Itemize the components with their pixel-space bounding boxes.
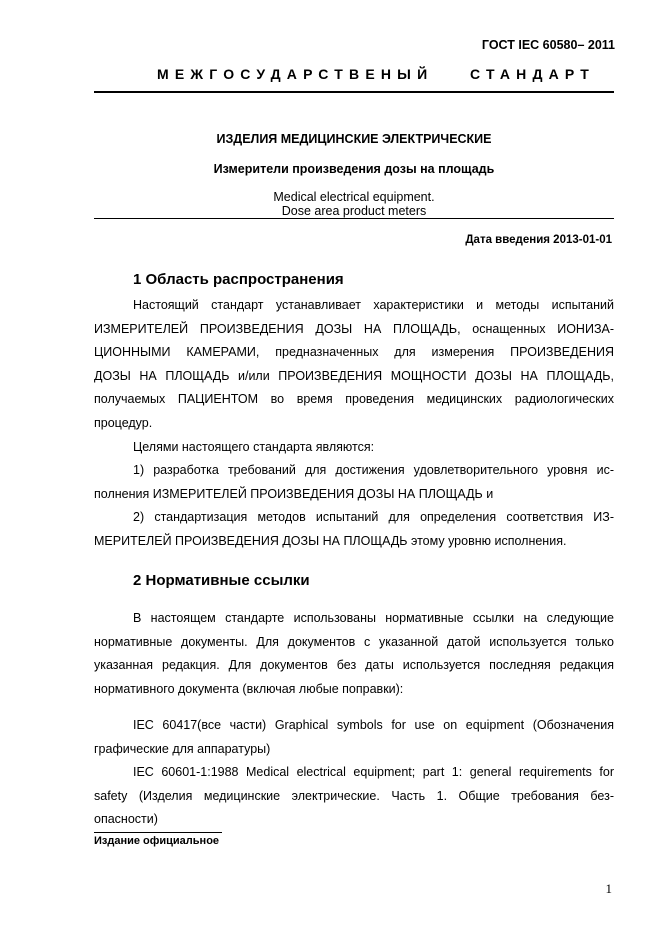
section-heading-references: 2 Нормативные ссылки [133, 572, 310, 589]
english-title-line: Dose area product meters [281, 204, 427, 218]
header-rule [94, 91, 614, 93]
section-body-scope [94, 294, 614, 554]
text-line: safety (Изделия медицинские электрические. Часть 1. Общие требования без- [94, 788, 614, 803]
text-line: ДОЗЫ НА ПЛОЩАДЬ и/или ПРОИЗВЕДЕНИЯ МОЩНОСТИ ДОЗЫ НА ПЛОЩАДЬ, [94, 368, 614, 383]
sub-title: Измерители произведения дозы на площадь [213, 162, 495, 176]
effective-date: Дата введения 2013-01-01 [465, 234, 612, 246]
text-line: ИЗМЕРИТЕЛЕЙ ПРОИЗВЕДЕНИЯ ДОЗЫ НА ПЛОЩАДЬ, оснащенных ИОНИЗА- [94, 321, 614, 336]
section-body-references-list [94, 714, 614, 832]
text-line: полнения ИЗМЕРИТЕЛЕЙ ПРОИЗВЕДЕНИЯ ДОЗЫ НА ПЛОЩАДЬ и [94, 486, 494, 501]
text-line: Целями настоящего стандарта являются: [133, 439, 375, 454]
official-edition-note: Издание официальное [94, 835, 220, 847]
text-line: 2) стандартизация методов испытаний для определения соответствия ИЗ- [133, 510, 614, 525]
document-code: ГОСТ IEC 60580– 2011 [481, 38, 615, 52]
text-line: ЦИОННЫМИ КАМЕРАМИ, предназначенных для измерения ПРОИЗВЕДЕНИЯ [94, 345, 614, 360]
text-line: В настоящем стандарте использованы нормативные ссылки на следующие [133, 611, 614, 625]
text-line: IEC 60601-1:1988 Medical electrical equipment; part 1: general requirements for [133, 765, 614, 780]
english-title-line: Medical electrical equipment. [273, 190, 435, 204]
text-line: получаемых ПАЦИЕНТОМ во время проведения медицинских радиологических [94, 392, 614, 407]
text-line: указанная редакция. Для документов без даты используется последняя редакция [94, 658, 614, 673]
section-body-references-intro [94, 607, 614, 701]
text-line: IEC 60417(все части) Graphical symbols for use on equipment (Обозначения [133, 718, 614, 732]
text-line: опасности) [94, 812, 158, 827]
title-interstate: МЕЖГОСУДАРСТВЕНЫЙ [157, 66, 434, 82]
text-line: процедур. [94, 415, 153, 430]
footer-rule [94, 832, 222, 833]
text-line: Настоящий стандарт устанавливает характеристики и методы испытаний [133, 298, 614, 312]
text-line: нормативные документы. Для документов с указанной датой используется только [94, 634, 614, 649]
text-line: 1) разработка требований для достижения удовлетворительного уровня ис- [133, 463, 614, 478]
text-line: нормативного документа (включая любые поправки): [94, 681, 404, 696]
text-line: МЕРИТЕЛЕЙ ПРОИЗВЕДЕНИЯ ДОЗЫ НА ПЛОЩАДЬ этому уровню исполнения. [94, 533, 567, 548]
section-heading-scope: 1 Область распространения [133, 271, 344, 288]
page-number: 1 [605, 881, 612, 896]
title-standard: СТАНДАРТ [470, 66, 596, 82]
text-line: графические для аппаратуры) [94, 741, 271, 756]
main-title: ИЗДЕЛИЯ МЕДИЦИНСКИЕ ЭЛЕКТРИЧЕСКИЕ [216, 132, 492, 146]
english-title [94, 190, 614, 218]
title-rule [94, 218, 614, 219]
